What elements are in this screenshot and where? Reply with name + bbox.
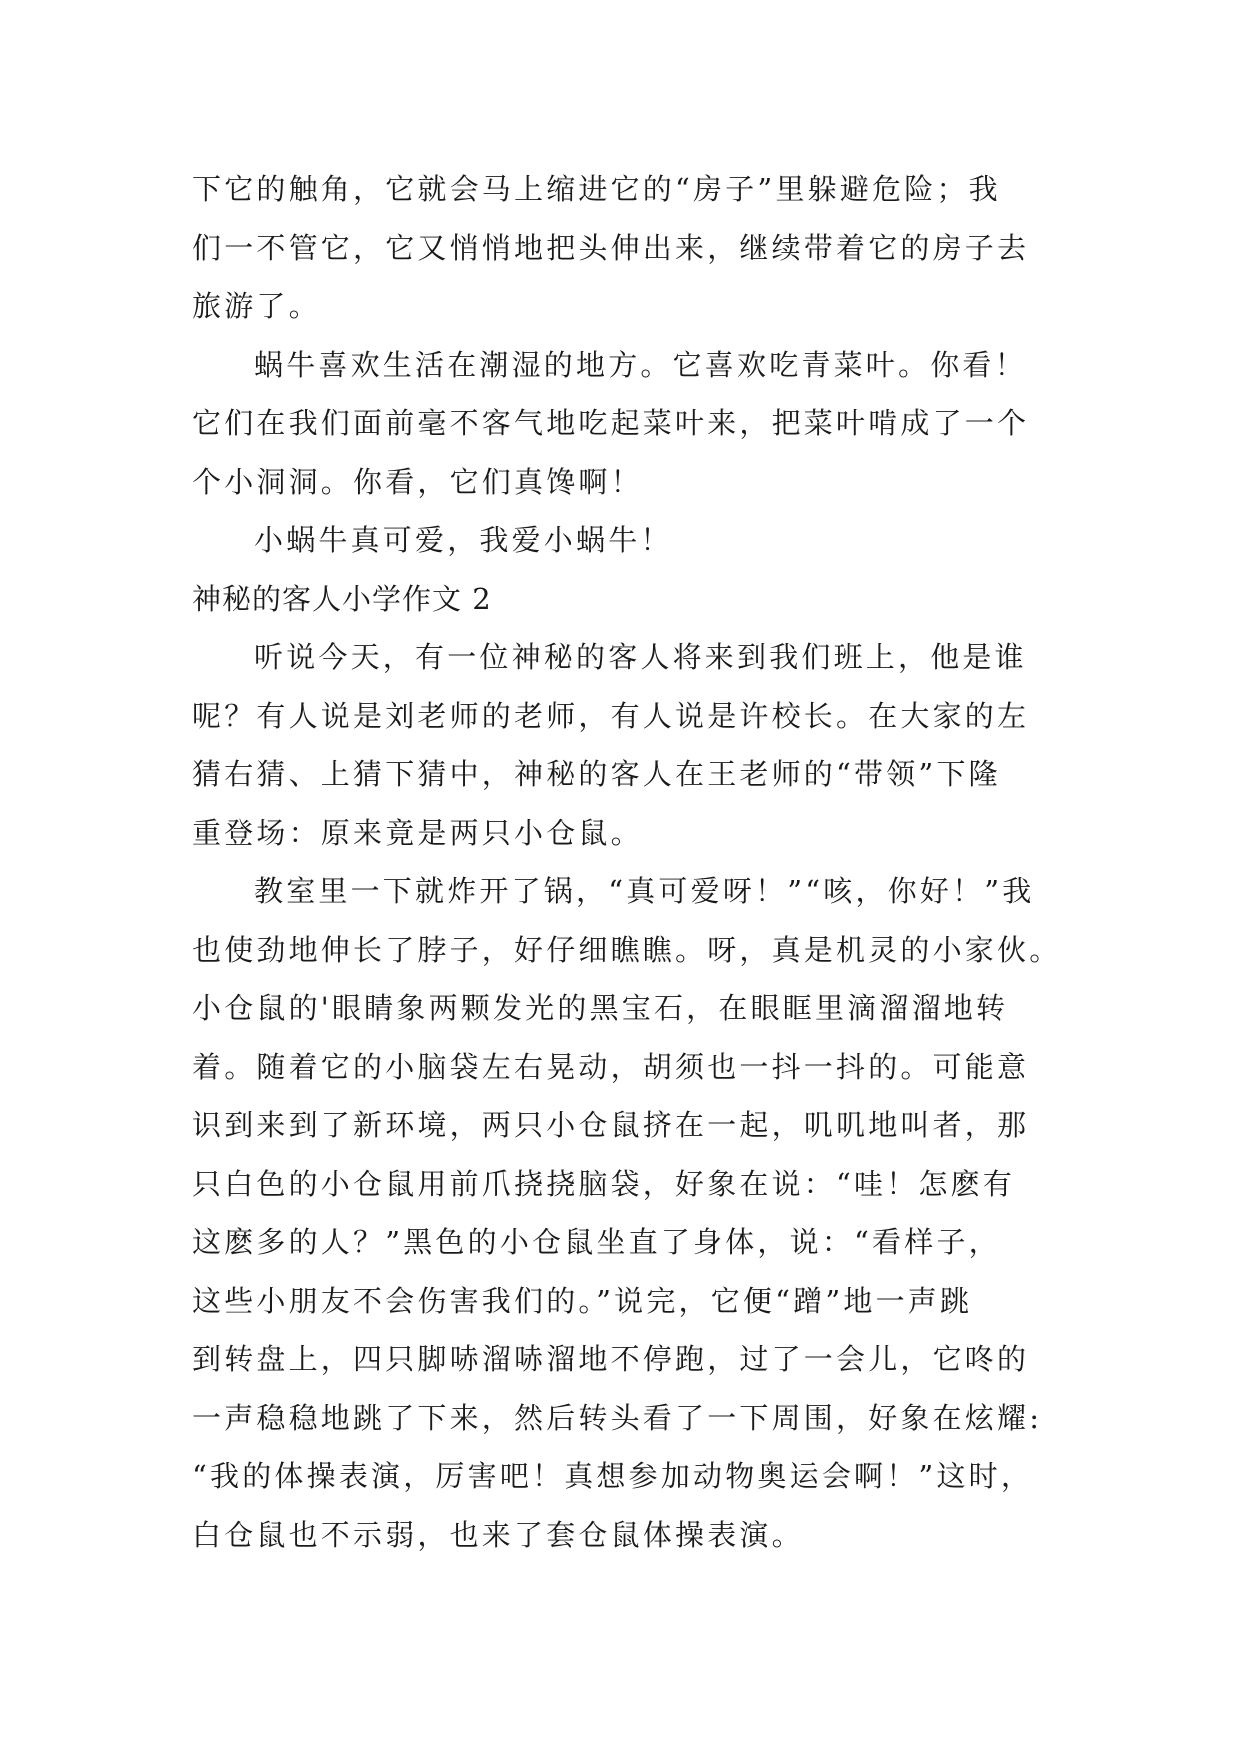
text-line: 这些小朋友不会伤害我们的。”说完，它便“蹭”地一声跳 [192,1283,973,1318]
text-line: 到转盘上，四只脚哧溜哧溜地不停跑，过了一会儿，它咚的 [192,1342,1030,1376]
text-line: 也使劲地伸长了脖子，好仔细瞧瞧。呀，真是机灵的小家伙。 [192,932,1062,967]
paragraph-first-line: 教室里一下就炸开了锅，“真可爱呀！”“咳，你好！”我 [254,874,1035,908]
section-title: 神秘的客人小学作文 2 [192,581,492,616]
text-line: 旅游了。 [192,289,321,323]
text-line: 这麽多的人？”黑色的小仓鼠坐直了身体，说：“看样子， [192,1225,1001,1259]
paragraph-first-line: 小蜗牛真可爱，我爱小蜗牛！ [254,523,673,557]
document-body [192,160,1062,1564]
text-line: 白仓鼠也不示弱，也来了套仓鼠体操表演。 [192,1517,804,1552]
text-line: 只白色的小仓鼠用前爪挠挠脑袋，好象在说：“哇！怎麽有 [192,1166,1016,1201]
text-line: 下它的触角，它就会马上缩进它的“房子”里躲避危险；我 [192,172,1001,206]
text-line: 识到来到了新环境，两只小仓鼠挤在一起，叽叽地叫者，那 [192,1108,1030,1142]
text-line: “我的体操表演，厉害吧！真想参加动物奥运会啊！”这时， [192,1459,1034,1493]
text-line: 呢？有人说是刘老师的老师，有人说是许校长。在大家的左 [192,698,1030,733]
text-line: 着。随着它的小脑袋左右晃动，胡须也一抖一抖的。可能意 [192,1049,1030,1084]
text-line: 小仓鼠的'眼睛象两颗发光的黑宝石，在眼眶里滴溜溜地转 [192,991,1009,1025]
text-line: 重登场：原来竟是两只小仓鼠。 [192,815,643,850]
paragraph-first-line: 听说今天，有一位神秘的客人将来到我们班上，他是谁 [254,640,1027,674]
text-line: 们一不管它，它又悄悄地把头伸出来，继续带着它的房子去 [192,230,1030,265]
paragraph-first-line: 蜗牛喜欢生活在潮湿的地方。它喜欢吃青菜叶。你看！ [254,347,1027,382]
text-line: 个小洞洞。你看，它们真馋啊！ [192,464,643,499]
text-line: 猜右猜、上猜下猜中，神秘的客人在王老师的“带领”下隆 [192,757,1001,791]
text-line: 它们在我们面前毫不客气地吃起菜叶来，把菜叶啃成了一个 [192,406,1030,440]
text-line: 一声稳稳地跳了下来，然后转头看了一下周围，好象在炫耀: [192,1400,1043,1435]
